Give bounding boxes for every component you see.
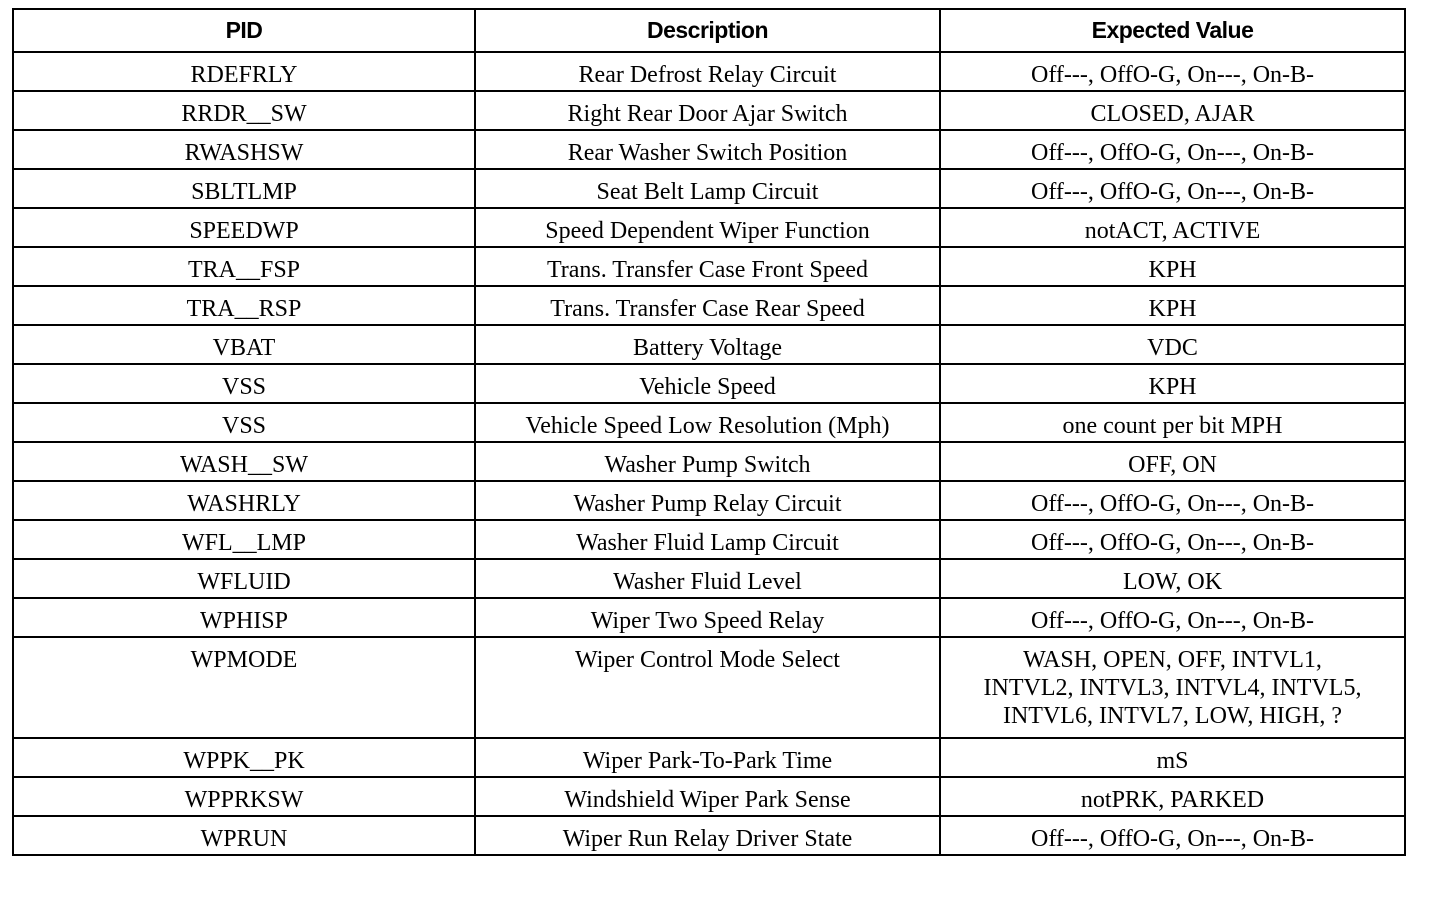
- description-cell-text: Battery Voltage: [632, 335, 783, 361]
- table-row: [13, 247, 1405, 286]
- description-cell: [475, 559, 940, 598]
- description-cell: [475, 91, 940, 130]
- expected-value-cell: [940, 598, 1405, 637]
- description-cell: [475, 637, 940, 738]
- pid-cell-text: SBLTLMP: [191, 179, 297, 205]
- pid-cell-text: RWASHSW: [184, 140, 304, 166]
- table-row: [13, 208, 1405, 247]
- table-row: [13, 52, 1405, 91]
- expected-value-cell-text: WASH, OPEN, OFF, INTVL1, INTVL2, INTVL3, INTVL4, INTVL5, INTVL6, INTVL7, LOW, HIGH, ?: [983, 647, 1362, 729]
- table-row: [13, 738, 1405, 777]
- expected-value-cell: [940, 816, 1405, 855]
- expected-value-cell-text: KPH: [1148, 257, 1197, 283]
- description-cell-text: Vehicle Speed Low Resolution (Mph): [525, 413, 890, 439]
- description-cell: [475, 442, 940, 481]
- description-cell-text: Washer Fluid Level: [613, 569, 802, 595]
- description-cell: [475, 598, 940, 637]
- pid-cell: [13, 738, 475, 777]
- table-row: [13, 91, 1405, 130]
- expected-value-cell: [940, 364, 1405, 403]
- description-cell-text: Windshield Wiper Park Sense: [564, 787, 851, 813]
- expected-value-cell-text: Off---, OffO-G, On---, On-B-: [1030, 608, 1315, 634]
- expected-value-cell-text: Off---, OffO-G, On---, On-B-: [1030, 826, 1315, 852]
- expected-value-cell-text: one count per bit MPH: [1062, 413, 1283, 439]
- description-cell: [475, 208, 940, 247]
- pid-cell: [13, 816, 475, 855]
- expected-value-cell: [940, 637, 1405, 738]
- header-pid: PID: [13, 9, 475, 52]
- pid-cell-text: RRDR__SW: [181, 101, 307, 127]
- description-cell: [475, 777, 940, 816]
- table-row: [13, 286, 1405, 325]
- description-cell-text: Washer Pump Switch: [604, 452, 811, 478]
- expected-value-cell: [940, 169, 1405, 208]
- table-row: [13, 816, 1405, 855]
- pid-table: [12, 8, 1406, 856]
- description-cell: [475, 520, 940, 559]
- description-cell: [475, 286, 940, 325]
- pid-cell: [13, 481, 475, 520]
- description-cell-text: Washer Fluid Lamp Circuit: [576, 530, 839, 556]
- pid-cell-text: WFLUID: [197, 569, 291, 595]
- expected-value-cell-text: KPH: [1148, 374, 1197, 400]
- expected-value-cell-text: Off---, OffO-G, On---, On-B-: [1030, 140, 1315, 166]
- description-cell: [475, 52, 940, 91]
- pid-cell: [13, 520, 475, 559]
- expected-value-cell-text: Off---, OffO-G, On---, On-B-: [1030, 62, 1315, 88]
- expected-value-cell-text: OFF, ON: [1128, 452, 1217, 478]
- pid-cell: [13, 247, 475, 286]
- description-cell-text: Wiper Control Mode Select: [575, 647, 840, 673]
- pid-cell-text: TRA__FSP: [187, 257, 301, 283]
- description-cell: [475, 325, 940, 364]
- pid-cell: [13, 325, 475, 364]
- table-row: [13, 169, 1405, 208]
- description-cell-text: Speed Dependent Wiper Function: [545, 218, 870, 244]
- expected-value-cell-text: Off---, OffO-G, On---, On-B-: [1030, 530, 1315, 556]
- expected-value-cell: [940, 208, 1405, 247]
- pid-cell-text: VBAT: [212, 335, 276, 361]
- expected-value-cell: [940, 52, 1405, 91]
- pid-cell: [13, 442, 475, 481]
- pid-cell-text: WFL__LMP: [181, 530, 306, 556]
- header-row: [13, 9, 1405, 52]
- table-header: [13, 9, 1405, 52]
- pid-cell-text: VSS: [221, 413, 267, 439]
- description-cell: [475, 169, 940, 208]
- table-row: [13, 598, 1405, 637]
- pid-cell: [13, 637, 475, 738]
- pid-cell: [13, 91, 475, 130]
- pid-cell: [13, 52, 475, 91]
- expected-value-cell: [940, 559, 1405, 598]
- description-cell-text: Wiper Park-To-Park Time: [582, 748, 833, 774]
- expected-value-cell-text: Off---, OffO-G, On---, On-B-: [1030, 179, 1315, 205]
- description-cell: [475, 738, 940, 777]
- pid-cell-text: RDEFRLY: [190, 62, 298, 88]
- table-body: [13, 52, 1405, 855]
- description-cell-text: Vehicle Speed: [639, 374, 776, 400]
- pid-cell-text: VSS: [221, 374, 267, 400]
- pid-cell-text: SPEEDWP: [189, 218, 299, 244]
- expected-value-cell-text: notACT, ACTIVE: [1084, 218, 1261, 244]
- pid-cell: [13, 559, 475, 598]
- description-cell: [475, 364, 940, 403]
- description-cell: [475, 130, 940, 169]
- table-row: [13, 559, 1405, 598]
- description-cell: [475, 481, 940, 520]
- expected-value-cell-text: Off---, OffO-G, On---, On-B-: [1030, 491, 1315, 517]
- table-row: [13, 637, 1405, 738]
- pid-cell-text: WPRUN: [200, 826, 288, 852]
- pid-cell-text: WPPRKSW: [184, 787, 304, 813]
- pid-cell-text: WASH__SW: [179, 452, 308, 478]
- expected-value-cell-text: VDC: [1147, 335, 1198, 361]
- expected-value-cell: [940, 91, 1405, 130]
- pid-cell: [13, 169, 475, 208]
- expected-value-cell: [940, 738, 1405, 777]
- table-row: [13, 777, 1405, 816]
- expected-value-cell: [940, 403, 1405, 442]
- expected-value-cell: [940, 481, 1405, 520]
- description-cell-text: Wiper Run Relay Driver State: [562, 826, 853, 852]
- expected-value-cell: [940, 520, 1405, 559]
- expected-value-cell-text: mS: [1156, 748, 1189, 774]
- expected-value-cell: [940, 442, 1405, 481]
- pid-cell: [13, 286, 475, 325]
- pid-cell-text: WPHISP: [199, 608, 289, 634]
- description-cell: [475, 403, 940, 442]
- expected-value-cell-text: notPRK, PARKED: [1080, 787, 1265, 813]
- table-row: [13, 481, 1405, 520]
- pid-cell: [13, 208, 475, 247]
- description-cell-text: Seat Belt Lamp Circuit: [596, 179, 819, 205]
- description-cell-text: Wiper Two Speed Relay: [590, 608, 825, 634]
- pid-cell: [13, 403, 475, 442]
- expected-value-cell: [940, 777, 1405, 816]
- pid-cell: [13, 777, 475, 816]
- expected-value-cell-text: LOW, OK: [1122, 569, 1223, 595]
- header-expected-value: Expected Value: [940, 9, 1405, 52]
- table-row: [13, 442, 1405, 481]
- table-row: [13, 520, 1405, 559]
- pid-cell-text: WPMODE: [190, 647, 298, 673]
- pid-cell-text: TRA__RSP: [186, 296, 302, 322]
- description-cell-text: Washer Pump Relay Circuit: [573, 491, 842, 517]
- header-description: Description: [475, 9, 940, 52]
- pid-cell: [13, 130, 475, 169]
- expected-value-cell: [940, 325, 1405, 364]
- description-cell-text: Rear Washer Switch Position: [567, 140, 848, 166]
- pid-cell: [13, 598, 475, 637]
- description-cell: [475, 247, 940, 286]
- description-cell: [475, 816, 940, 855]
- table-row: [13, 364, 1405, 403]
- pid-cell-text: WPPK__PK: [183, 748, 305, 774]
- description-cell-text: Trans. Transfer Case Front Speed: [546, 257, 869, 283]
- description-cell-text: Right Rear Door Ajar Switch: [567, 101, 848, 127]
- expected-value-cell: [940, 247, 1405, 286]
- table-row: [13, 325, 1405, 364]
- expected-value-cell: [940, 130, 1405, 169]
- expected-value-cell-text: CLOSED, AJAR: [1090, 101, 1255, 127]
- description-cell-text: Trans. Transfer Case Rear Speed: [550, 296, 865, 322]
- expected-value-cell-text: KPH: [1148, 296, 1197, 322]
- pid-cell-text: WASHRLY: [187, 491, 301, 517]
- table-row: [13, 403, 1405, 442]
- table-row: [13, 130, 1405, 169]
- pid-cell: [13, 364, 475, 403]
- expected-value-cell: [940, 286, 1405, 325]
- description-cell-text: Rear Defrost Relay Circuit: [578, 62, 837, 88]
